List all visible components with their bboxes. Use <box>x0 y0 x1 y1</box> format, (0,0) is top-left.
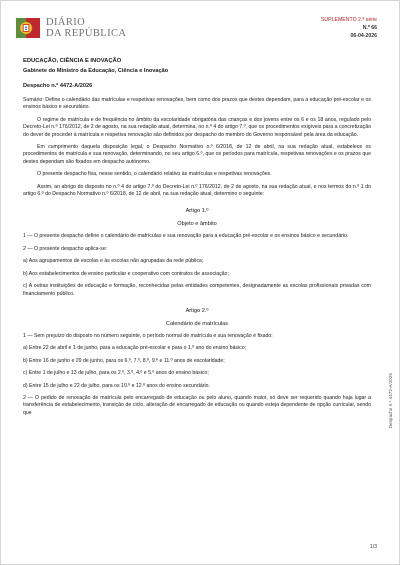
logo-line-1: DIÁRIO <box>46 17 86 28</box>
document-body <box>23 57 371 417</box>
article-item: a) Aos agrupamentos de escolas e às escolas não agrupadas da rede pública; <box>23 258 204 265</box>
page-number: 1/3 <box>370 544 377 550</box>
issue-meta <box>321 16 377 40</box>
article-item: 1 — Sem prejuízo do disposto no número seguinte, o período normal de matrícula e sua renovação é fixado: <box>23 332 273 339</box>
article-item: 2 — O pedido de renovação de matrícula pelo encarregado de educação ou pelo aluno, quando maior, só deve ser requerido quando haja lugar a transferência de estabelecimento, transição de ciclo, alteração de encarregado de educação ou quando esteja dependente de opção curricular, sendo que <box>23 394 371 416</box>
issue-date: 06-04-2026 <box>350 33 377 39</box>
office-heading: Gabinete do Ministro da Educação, Ciência e Inovação <box>23 68 169 74</box>
article-title: Calendário de matrículas <box>165 320 229 327</box>
vertical-document-reference: Despacho n.º 4472-A/2026 <box>388 373 393 428</box>
preamble-paragraph: Assim, ao abrigo do disposto no n.º 4 do artigo 7.º do Decreto-Lei n.º 176/2012, de 2 de agosto, na sua redação atual, e nos termos do n.º 1 do artigo 6.º do Despacho Normativo n.º 6/2018, de 12 de abril, na sua redação atual, determino o seguinte: <box>23 183 371 198</box>
article-title: Objeto e âmbito <box>177 221 217 228</box>
article-item: d) Entre 15 de julho e 22 de julho, para os 10.º e 12.º anos do ensino secundário. <box>23 382 210 389</box>
article-number: Artigo 1.º <box>185 208 209 215</box>
article-item: c) Entre 1 de julho e 13 de julho, para os 2.º, 3.º, 4.º e 5.º anos do ensino básico; <box>23 370 209 377</box>
issue-number: N.º 66 <box>362 25 377 31</box>
summary <box>23 97 371 112</box>
preamble-paragraph: O regime de matrícula e de frequência no âmbito da escolaridade obrigatória das crianças e dos jovens entre os 6 e os 18 anos, regulado pelo Decreto-Lei n.º 176/2012, de 2 de agosto, na sua redação atual, determina, no n.º 4 do artigo 7.º, que os procedimentos exigíveis para a concretização do dever de proceder à matrícula e respetiva renovação são definidos por despacho do membro do Governo responsável pela área da educação. <box>23 116 371 138</box>
article-item: 1 — O presente despacho define o calendário de matrículas e sua renovação para a educação pré-escolar e os ensinos básico e secundário. <box>23 233 349 240</box>
article-number: Artigo 2.º <box>185 307 209 314</box>
dispatch-title: Despacho n.º 4472-A/2026 <box>23 83 93 89</box>
supplement-label: SUPLEMENTO 2.ª série <box>320 17 377 23</box>
article-item: 2 — O presente despacho aplica-se: <box>23 245 108 252</box>
coat-of-arms-icon <box>15 15 41 41</box>
header <box>15 15 377 55</box>
preamble-paragraph: O presente despacho fixa, nesse sentido, o calendário relativo às matrículas e respetivas renovações. <box>37 171 272 178</box>
article-item: b) Aos estabelecimentos de ensino particular e cooperativo com contratos de associação; <box>23 270 229 277</box>
summary-text: Define o calendário das matrículas e respetivas renovações, bem como dos prazos que destes dependam, para a educação pré-escolar e os ensinos básico e secundário. <box>23 97 371 111</box>
article-item: b) Entre 16 de junho e 29 de junho, para os 6.º, 7.º, 8.º, 9.º e 11.º anos de escolaridade; <box>23 357 225 364</box>
article-item: c) A outras instituições de educação e formação, reconhecidas pelas entidades competentes, designadamente as escolas profissionais privadas com financiamento público. <box>23 283 371 297</box>
summary-label: Sumário: <box>23 97 44 103</box>
preamble-paragraph: Em cumprimento daquela disposição legal, o Despacho Normativo n.º 6/2018, de 12 de abril, na sua redação atual, estabelece os procedimentos de matrícula e sua renovação, determinando, no seu artigo 6.º, que os períodos para matrícula, respetivas renovações e os prazos que destes dependam são fixados em despacho autónomo. <box>23 144 371 165</box>
ministry-heading: EDUCAÇÃO, CIÊNCIA E INOVAÇÃO <box>23 58 122 64</box>
article-item: a) Entre 22 de abril e 1 de junho, para a educação pré-escolar e para o 1.º ano do ensino básico; <box>23 345 247 352</box>
publication-logo <box>46 17 126 39</box>
logo-line-2: DA REPÚBLICA <box>46 28 127 39</box>
